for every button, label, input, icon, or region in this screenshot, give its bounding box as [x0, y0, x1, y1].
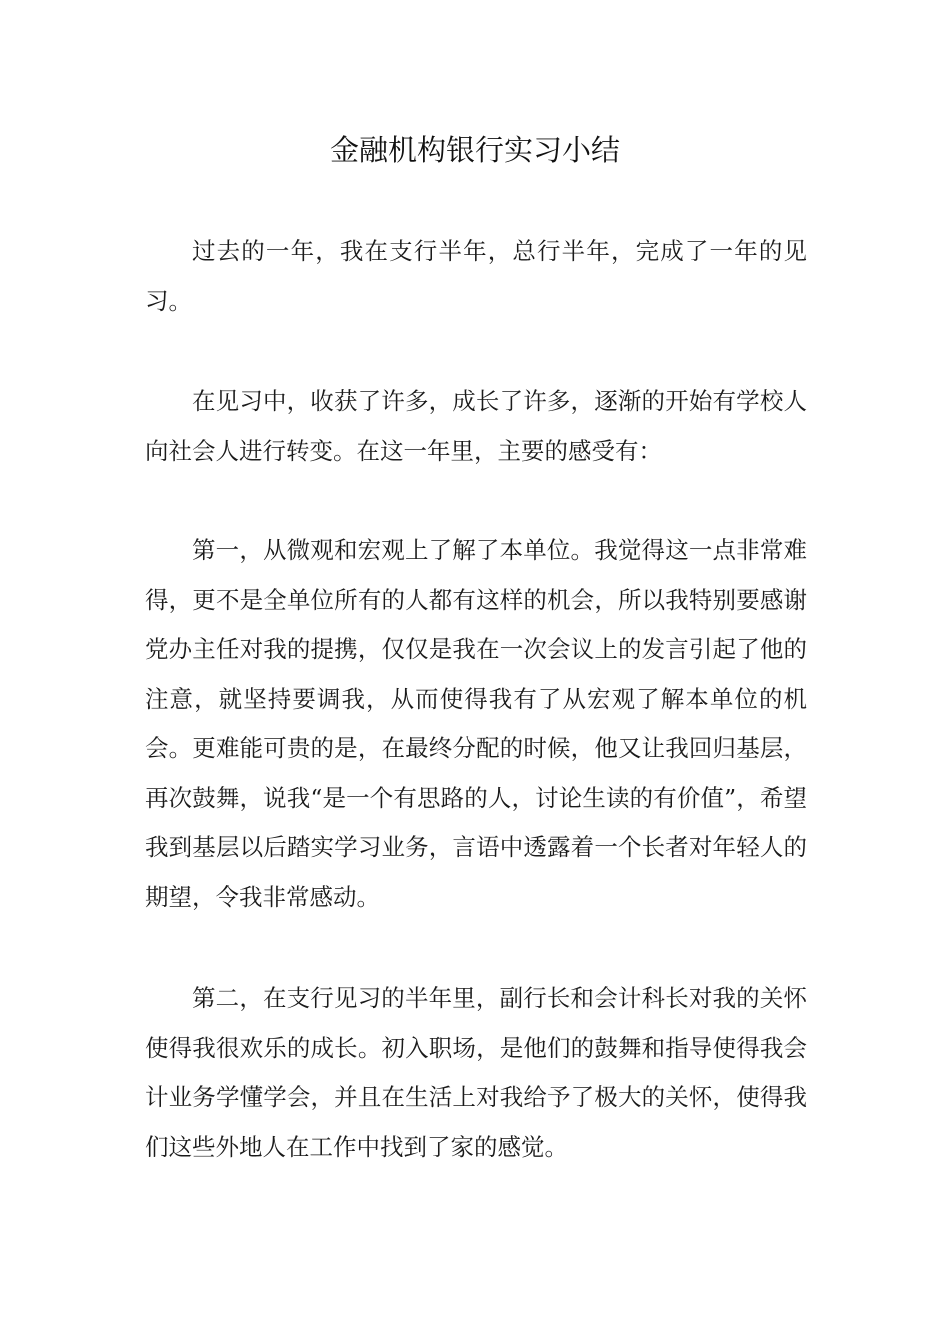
paragraph-text: 过去的一年，我在支行半年，总行半年，完成了一年的见习。 — [145, 237, 807, 315]
document-title: 金融机构银行实习小结 — [329, 133, 620, 167]
paragraph-1 — [145, 227, 807, 326]
paragraph-3 — [145, 526, 807, 922]
paragraph-4 — [145, 974, 807, 1172]
paragraph-2 — [145, 377, 807, 476]
paragraph-text: 在见习中，收获了许多，成长了许多，逐渐的开始有学校人向社会人进行转变。在这一年里，主要的感受有： — [145, 387, 807, 465]
paragraph-text: 第一，从微观和宏观上了解了本单位。我觉得这一点非常难得，更不是全单位所有的人都有这样的机会，所以我特别要感谢党办主任对我的提携，仅仅是我在一次会议上的发言引起了他的注意，就坚持要调我，从而使得我有了从宏观了解本单位的机会。更难能可贵的是，在最终分配的时候，他又让我回归基层，再次鼓舞，说我“是一个有思路的人，讨论生读的有价值”，希望我到基层以后踏实学习业务，言语中透露着一个长者对年轻人的期望，令我非常感动。 — [145, 536, 807, 911]
paragraph-text: 第二，在支行见习的半年里，副行长和会计科长对我的关怀使得我很欢乐的成长。初入职场，是他们的鼓舞和指导使得我会计业务学懂学会，并且在生活上对我给予了极大的关怀，使得我们这些外地人在工作中找到了家的感觉。 — [145, 984, 807, 1161]
